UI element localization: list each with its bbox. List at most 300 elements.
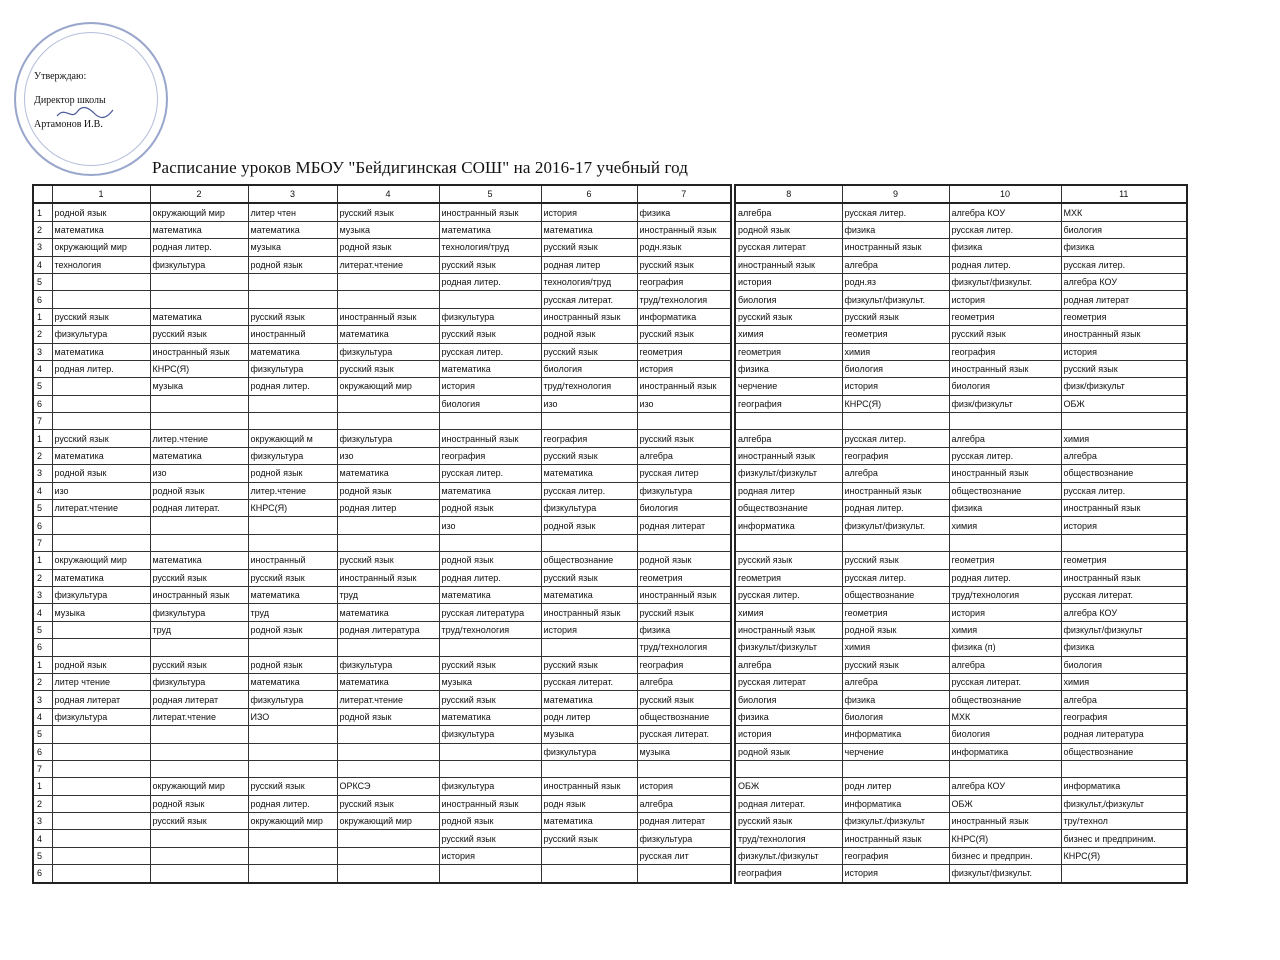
lesson-cell: география — [842, 447, 949, 464]
lesson-cell: русский язык — [541, 830, 637, 847]
lesson-cell: математика — [541, 221, 637, 238]
lesson-cell: окружающий мир — [337, 378, 439, 395]
lesson-cell: физкультура — [337, 656, 439, 673]
lesson-cell: алгебра КОУ — [1061, 604, 1187, 621]
approval-line: Утверждаю: — [34, 71, 87, 82]
lesson-cell — [52, 760, 150, 777]
lesson-cell: физкульт/физкульт. — [842, 517, 949, 534]
lesson-cell: родная литерат — [52, 691, 150, 708]
lesson-cell: ИЗО — [248, 708, 337, 725]
lesson-cell: алгебра — [637, 673, 731, 690]
lesson-cell: математика — [150, 308, 248, 325]
lesson-cell: биология — [735, 291, 842, 308]
lesson-cell: алгебра — [637, 795, 731, 812]
grade-header: 10 — [949, 185, 1061, 203]
table-row — [735, 760, 1187, 777]
lesson-cell: химия — [949, 517, 1061, 534]
table-row — [33, 326, 731, 343]
lesson-cell: география — [735, 395, 842, 412]
lesson-cell: физкульт/физкульт — [1061, 621, 1187, 638]
lesson-cell — [150, 273, 248, 290]
lesson-cell — [949, 760, 1061, 777]
header-cell-blank — [33, 185, 52, 203]
lesson-cell: русский язык — [541, 343, 637, 360]
lesson-cell: обществознание — [637, 708, 731, 725]
lesson-cell: родная литер — [735, 482, 842, 499]
lesson-cell: иностранный язык — [842, 830, 949, 847]
lesson-cell: иностранный язык — [439, 430, 541, 447]
lesson-cell: русский язык — [1061, 360, 1187, 377]
lesson-cell: математика — [439, 221, 541, 238]
lesson-cell: бизнес и предприн. — [949, 847, 1061, 864]
table-row — [33, 726, 731, 743]
lesson-cell: МХК — [949, 708, 1061, 725]
lesson-cell — [248, 517, 337, 534]
lesson-cell — [150, 847, 248, 864]
lesson-cell: русская литер. — [1061, 482, 1187, 499]
lesson-cell: изо — [52, 482, 150, 499]
lesson-cell — [52, 273, 150, 290]
lesson-cell: иностранный язык — [949, 465, 1061, 482]
lesson-number: 2 — [33, 569, 52, 586]
lesson-cell — [150, 413, 248, 430]
lesson-cell: иностранный язык — [541, 308, 637, 325]
grade-header: 9 — [842, 185, 949, 203]
lesson-cell: родн литер — [842, 778, 949, 795]
lesson-cell: химия — [735, 326, 842, 343]
lesson-cell: биология — [735, 691, 842, 708]
lesson-cell — [248, 760, 337, 777]
lesson-cell — [248, 273, 337, 290]
lesson-cell — [541, 760, 637, 777]
lesson-cell: окружающий м — [248, 430, 337, 447]
lesson-cell: математика — [150, 447, 248, 464]
lesson-number: 4 — [33, 604, 52, 621]
lesson-cell: физкультура — [637, 830, 731, 847]
lesson-cell: обществознание — [735, 500, 842, 517]
lesson-cell: русская литерат. — [541, 291, 637, 308]
lesson-cell: физика — [735, 360, 842, 377]
lesson-cell: информатика — [735, 517, 842, 534]
table-row — [33, 534, 731, 551]
lesson-cell — [439, 291, 541, 308]
lesson-cell: физкультура — [337, 343, 439, 360]
lesson-cell: обществознание — [1061, 465, 1187, 482]
lesson-cell: черчение — [842, 743, 949, 760]
table-row — [33, 691, 731, 708]
lesson-cell: алгебра — [1061, 691, 1187, 708]
grade-header: 1 — [52, 185, 150, 203]
lesson-cell: физкультура — [248, 691, 337, 708]
lesson-cell — [52, 395, 150, 412]
lesson-cell: бизнес и предприним. — [1061, 830, 1187, 847]
lesson-cell: труд — [248, 604, 337, 621]
lesson-cell — [439, 743, 541, 760]
lesson-cell: история — [949, 604, 1061, 621]
lesson-number: 2 — [33, 795, 52, 812]
table-row — [735, 552, 1187, 569]
lesson-cell — [541, 639, 637, 656]
table-row — [33, 778, 731, 795]
lesson-cell: биология — [949, 378, 1061, 395]
lesson-cell: алгебра — [949, 656, 1061, 673]
grade-header: 6 — [541, 185, 637, 203]
lesson-cell: русская литер. — [1061, 256, 1187, 273]
lesson-cell: математика — [150, 552, 248, 569]
table-row — [33, 395, 731, 412]
lesson-cell: русский язык — [541, 656, 637, 673]
lesson-cell: родной язык — [735, 221, 842, 238]
lesson-cell: окружающий мир — [52, 552, 150, 569]
lesson-cell: родн.язык — [637, 239, 731, 256]
lesson-cell: изо — [541, 395, 637, 412]
lesson-cell: русский язык — [735, 552, 842, 569]
lesson-cell: русский язык — [337, 795, 439, 812]
grade-header: 5 — [439, 185, 541, 203]
lesson-cell: родной язык — [439, 552, 541, 569]
lesson-cell: труд/технология — [541, 378, 637, 395]
lesson-cell — [439, 760, 541, 777]
lesson-cell: математика — [248, 673, 337, 690]
table-row — [735, 308, 1187, 325]
lesson-cell: родная литер. — [439, 569, 541, 586]
lesson-cell — [52, 378, 150, 395]
lesson-cell: география — [842, 847, 949, 864]
lesson-cell: информатика — [949, 743, 1061, 760]
lesson-cell: алгебра — [842, 256, 949, 273]
lesson-cell: физкультура — [439, 726, 541, 743]
lesson-cell: русский язык — [842, 308, 949, 325]
lesson-cell: физика — [637, 621, 731, 638]
lesson-cell: физика — [842, 221, 949, 238]
lesson-cell: иностранный язык — [735, 621, 842, 638]
table-row — [735, 778, 1187, 795]
lesson-cell: окружающий мир — [52, 239, 150, 256]
lesson-cell: родной язык — [337, 482, 439, 499]
lesson-cell: русский язык — [637, 326, 731, 343]
lesson-cell: география — [637, 656, 731, 673]
lesson-number: 5 — [33, 726, 52, 743]
lesson-cell: иностранный язык — [337, 308, 439, 325]
header-row — [33, 185, 731, 203]
table-row — [33, 795, 731, 812]
lesson-cell — [735, 413, 842, 430]
table-row — [735, 360, 1187, 377]
lesson-cell: физк/физкульт — [1061, 378, 1187, 395]
lesson-cell: изо — [150, 465, 248, 482]
lesson-cell — [949, 413, 1061, 430]
lesson-cell: тру/технол — [1061, 813, 1187, 830]
lesson-cell: родная литер. — [248, 795, 337, 812]
lesson-cell: математика — [541, 813, 637, 830]
lesson-cell: математика — [248, 586, 337, 603]
lesson-cell: иностранный язык — [150, 343, 248, 360]
lesson-cell: иностранный язык — [735, 447, 842, 464]
lesson-cell — [52, 291, 150, 308]
lesson-cell — [52, 847, 150, 864]
lesson-cell: физкульт/физкульт — [735, 465, 842, 482]
table-row — [735, 500, 1187, 517]
lesson-cell: алгебра — [735, 203, 842, 221]
lesson-cell: математика — [150, 221, 248, 238]
lesson-cell: русский язык — [337, 203, 439, 221]
lesson-cell: история — [735, 273, 842, 290]
lesson-cell: иностранный — [248, 552, 337, 569]
lesson-cell — [1061, 865, 1187, 883]
lesson-cell: ОБЖ — [735, 778, 842, 795]
lesson-cell — [637, 413, 731, 430]
lesson-cell: литерат.чтение — [337, 256, 439, 273]
lesson-cell: химия — [735, 604, 842, 621]
lesson-cell — [52, 795, 150, 812]
table-row — [33, 865, 731, 883]
table-row — [735, 239, 1187, 256]
lesson-cell: математика — [439, 708, 541, 725]
table-row — [33, 343, 731, 360]
lesson-cell — [842, 760, 949, 777]
lesson-cell: родная литерат — [150, 691, 248, 708]
lesson-cell: родной язык — [150, 482, 248, 499]
lesson-cell: музыка — [337, 221, 439, 238]
lesson-cell: геометрия — [949, 552, 1061, 569]
lesson-cell: история — [439, 378, 541, 395]
lesson-cell: русский язык — [439, 656, 541, 673]
lesson-cell — [52, 639, 150, 656]
lesson-cell — [842, 413, 949, 430]
lesson-cell: физика — [1061, 239, 1187, 256]
lesson-cell: русский язык — [150, 326, 248, 343]
lesson-cell: математика — [439, 360, 541, 377]
grade-header: 4 — [337, 185, 439, 203]
lesson-cell: обществознание — [842, 586, 949, 603]
lesson-cell: математика — [337, 604, 439, 621]
lesson-cell — [248, 413, 337, 430]
signature-icon — [55, 104, 115, 122]
lesson-cell: алгебра КОУ — [949, 778, 1061, 795]
lesson-cell: русская литер. — [439, 465, 541, 482]
table-row — [735, 691, 1187, 708]
table-row — [33, 760, 731, 777]
lesson-cell: литер чтен — [248, 203, 337, 221]
lesson-cell — [735, 760, 842, 777]
lesson-cell — [541, 534, 637, 551]
lesson-cell: родной язык — [337, 239, 439, 256]
lesson-cell: труд/технология — [439, 621, 541, 638]
lesson-cell: литер.чтение — [150, 430, 248, 447]
grade-header: 2 — [150, 185, 248, 203]
lesson-cell: русский язык — [52, 430, 150, 447]
lesson-cell — [150, 291, 248, 308]
lesson-cell: КНРС(Я) — [949, 830, 1061, 847]
lesson-cell — [1061, 413, 1187, 430]
table-row — [33, 273, 731, 290]
lesson-number: 6 — [33, 743, 52, 760]
lesson-cell — [337, 291, 439, 308]
approval-name: Артамонов И.В. — [34, 119, 103, 130]
table-row — [735, 465, 1187, 482]
lesson-cell: музыка — [541, 726, 637, 743]
lesson-cell: география — [439, 447, 541, 464]
lesson-cell: геометрия — [1061, 552, 1187, 569]
lesson-number: 2 — [33, 673, 52, 690]
lesson-cell: родная литер. — [842, 500, 949, 517]
lesson-cell: геометрия — [735, 343, 842, 360]
table-row — [33, 221, 731, 238]
lesson-cell — [337, 273, 439, 290]
lesson-cell: труд — [150, 621, 248, 638]
lesson-cell — [52, 517, 150, 534]
lesson-cell: физкультура — [52, 326, 150, 343]
lesson-cell: история — [1061, 517, 1187, 534]
table-row — [735, 865, 1187, 883]
lesson-cell: КНРС(Я) — [248, 500, 337, 517]
lesson-cell: русский язык — [637, 256, 731, 273]
table-row — [33, 500, 731, 517]
lesson-cell: биология — [1061, 221, 1187, 238]
lesson-number: 2 — [33, 221, 52, 238]
lesson-cell: родной язык — [248, 256, 337, 273]
lesson-cell: родной язык — [337, 708, 439, 725]
lesson-cell: русский язык — [637, 430, 731, 447]
lesson-cell: родная литер. — [439, 273, 541, 290]
lesson-cell: физика — [735, 708, 842, 725]
lesson-cell: литер чтение — [52, 673, 150, 690]
lesson-cell — [52, 621, 150, 638]
lesson-cell: литер.чтение — [248, 482, 337, 499]
lesson-cell: физкульт./физкульт — [735, 847, 842, 864]
lesson-cell — [150, 534, 248, 551]
table-row — [735, 395, 1187, 412]
lesson-cell: физкульт/физкульт. — [842, 291, 949, 308]
lesson-cell: физкультура — [439, 308, 541, 325]
table-row — [735, 569, 1187, 586]
lesson-cell: математика — [337, 465, 439, 482]
lesson-cell — [1061, 760, 1187, 777]
lesson-cell: иностранный язык — [637, 378, 731, 395]
lesson-number: 4 — [33, 256, 52, 273]
lesson-cell: русский язык — [248, 308, 337, 325]
lesson-cell: русская литер. — [949, 447, 1061, 464]
lesson-cell: родной язык — [541, 326, 637, 343]
lesson-cell: окружающий мир — [337, 813, 439, 830]
lesson-number: 6 — [33, 865, 52, 883]
lesson-cell: биология — [842, 360, 949, 377]
grade-header: 11 — [1061, 185, 1187, 203]
lesson-cell: черчение — [735, 378, 842, 395]
lesson-cell: родной язык — [52, 203, 150, 221]
table-row — [33, 430, 731, 447]
lesson-cell: иностранный язык — [842, 482, 949, 499]
lesson-cell: физкультура — [52, 586, 150, 603]
lesson-cell: иностранный язык — [541, 604, 637, 621]
lesson-cell — [337, 865, 439, 883]
lesson-cell: география — [1061, 708, 1187, 725]
lesson-cell: информатика — [842, 795, 949, 812]
lesson-cell: математика — [439, 482, 541, 499]
lesson-cell — [52, 743, 150, 760]
lesson-cell: география — [949, 343, 1061, 360]
lesson-number: 2 — [33, 326, 52, 343]
lesson-cell: физика — [842, 691, 949, 708]
lesson-cell — [541, 847, 637, 864]
lesson-cell: математика — [52, 343, 150, 360]
lesson-cell: русский язык — [637, 604, 731, 621]
lesson-cell: математика — [337, 673, 439, 690]
lesson-cell: русский язык — [248, 778, 337, 795]
table-row — [33, 465, 731, 482]
lesson-cell: родная литер. — [150, 239, 248, 256]
lesson-cell: история — [541, 203, 637, 221]
lesson-cell: математика — [52, 569, 150, 586]
lesson-cell: родная литература — [337, 621, 439, 638]
lesson-cell: русская литерат. — [1061, 586, 1187, 603]
lesson-number: 5 — [33, 500, 52, 517]
lesson-cell — [337, 830, 439, 847]
table-row — [33, 239, 731, 256]
lesson-cell: русская литер. — [735, 586, 842, 603]
lesson-cell: иностранный язык — [637, 586, 731, 603]
lesson-cell: русский язык — [842, 552, 949, 569]
lesson-cell: русский язык — [248, 569, 337, 586]
table-row — [33, 673, 731, 690]
lesson-cell — [150, 830, 248, 847]
table-row — [735, 708, 1187, 725]
lesson-cell — [52, 534, 150, 551]
lesson-cell — [248, 743, 337, 760]
lesson-cell: алгебра — [637, 447, 731, 464]
lesson-cell: история — [949, 291, 1061, 308]
lesson-cell: музыка — [150, 378, 248, 395]
lesson-cell: физкульт/физкульт. — [949, 273, 1061, 290]
lesson-cell: иностранный язык — [150, 586, 248, 603]
lesson-cell: алгебра — [735, 430, 842, 447]
table-row — [33, 447, 731, 464]
lesson-cell: геометрия — [842, 604, 949, 621]
lesson-cell — [735, 534, 842, 551]
lesson-cell — [637, 534, 731, 551]
lesson-number: 4 — [33, 830, 52, 847]
lesson-cell — [337, 517, 439, 534]
lesson-cell — [337, 413, 439, 430]
lesson-cell: русский язык — [337, 360, 439, 377]
lesson-cell — [248, 830, 337, 847]
lesson-cell: иностранный язык — [439, 203, 541, 221]
lesson-cell: математика — [52, 447, 150, 464]
lesson-cell: геометрия — [949, 308, 1061, 325]
lesson-cell: физика — [637, 203, 731, 221]
lesson-cell: изо — [637, 395, 731, 412]
table-row — [735, 656, 1187, 673]
table-row — [735, 534, 1187, 551]
lesson-cell: родная литер. — [52, 360, 150, 377]
lesson-cell: литерат.чтение — [52, 500, 150, 517]
lesson-cell: математика — [439, 586, 541, 603]
lesson-cell: окружающий мир — [150, 203, 248, 221]
table-row — [33, 743, 731, 760]
table-row — [735, 378, 1187, 395]
lesson-cell: физкультура — [150, 673, 248, 690]
lesson-cell: иностранный язык — [735, 256, 842, 273]
table-row — [735, 326, 1187, 343]
lesson-cell: химия — [1061, 430, 1187, 447]
lesson-cell: технология — [52, 256, 150, 273]
lesson-cell: физкультура — [541, 500, 637, 517]
grade-header: 3 — [248, 185, 337, 203]
lesson-cell: русская литература — [439, 604, 541, 621]
table-row — [33, 517, 731, 534]
table-row — [735, 203, 1187, 221]
lesson-cell: физкультура — [541, 743, 637, 760]
